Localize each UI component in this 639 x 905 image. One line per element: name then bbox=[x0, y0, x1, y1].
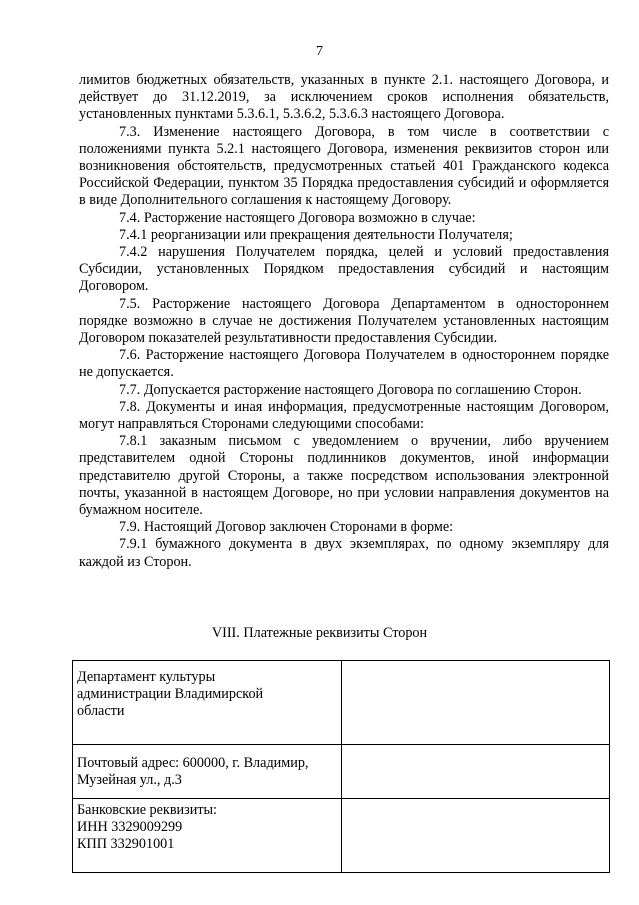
empty-cell bbox=[341, 745, 610, 799]
paragraph-7-9-1: 7.9.1 бумажного документа в двух экземплярах, по одному экземпляру для каждой из Сторон. bbox=[79, 536, 609, 570]
department-line: области bbox=[77, 703, 125, 720]
requisites-table bbox=[72, 660, 610, 873]
paragraph-7-6: 7.6. Расторжение настоящего Договора Получателем в одностороннем порядке не допускается. bbox=[79, 347, 609, 381]
paragraph-7-4-1: 7.4.1 реорганизации или прекращения деятельности Получателя; bbox=[119, 226, 513, 243]
paragraph: лимитов бюджетных обязательств, указанных в пункте 2.1. настоящего Договора, и действует до 31.12.2019, за исключением сроков исполнения обязательств, установленных пунктами 5.3.6.1, 5.3.6.2, 5.3.6.3 настоящего Договора. bbox=[79, 72, 609, 123]
department-cell bbox=[73, 661, 342, 745]
contract-text bbox=[79, 72, 609, 571]
paragraph-7-3: 7.3. Изменение настоящего Договора, в том числе в соответствии с положениями пункта 5.2.1 настоящего Договора, изменения реквизитов сторон или возникновения обстоятельств, предусмотренных статьей 401 Гражданского кодекса Российской Федерации, пунктом 35 Порядка предоставления субсидий и оформляется в виде Дополнительного соглашения к настоящему Договору. bbox=[79, 123, 609, 209]
department-line: Департамент культуры bbox=[77, 669, 216, 685]
paragraph-7-5: 7.5. Расторжение настоящего Договора Департаментом в одностороннем порядке возможно в случае не достижения Получателем установленных настоящим Договором показателей результативности предоставления Субсидии. bbox=[79, 295, 609, 347]
paragraph-7-7: 7.7. Допускается расторжение настоящего Договора по соглашению Сторон. bbox=[119, 381, 582, 398]
section-title: VIII. Платежные реквизиты Сторон bbox=[211, 625, 428, 641]
paragraph-7-9: 7.9. Настоящий Договор заключен Сторонами в форме: bbox=[119, 519, 454, 536]
inn-line: ИНН 3329009299 bbox=[77, 819, 183, 836]
postal-address-line: Музейная ул., д.3 bbox=[77, 772, 182, 789]
empty-cell bbox=[341, 799, 610, 873]
table-row bbox=[73, 745, 610, 799]
paragraph-7-4-2: 7.4.2 нарушения Получателем порядка, целей и условий предоставления Субсидии, установленных Порядком предоставления субсидий и настоящим Договором. bbox=[79, 244, 609, 295]
paragraph-7-8: 7.8. Документы и иная информация, предусмотренные настоящим Договором, могут направляться Сторонами следующими способами: bbox=[79, 398, 609, 433]
bank-details-line: Банковские реквизиты: bbox=[77, 802, 217, 818]
page-number: 7 bbox=[316, 44, 323, 59]
kpp-line: КПП 332901001 bbox=[77, 836, 175, 853]
empty-cell bbox=[341, 661, 610, 745]
postal-address-cell bbox=[73, 745, 342, 799]
postal-address-line: Почтовый адрес: 600000, г. Владимир, bbox=[77, 755, 309, 771]
bank-details-cell bbox=[73, 799, 342, 873]
paragraph-7-4: 7.4. Расторжение настоящего Договора возможно в случае: bbox=[119, 209, 476, 226]
department-line: администрации Владимирской bbox=[77, 686, 264, 703]
table-row bbox=[73, 661, 610, 745]
table-row bbox=[73, 799, 610, 873]
paragraph-7-8-1: 7.8.1 заказным письмом с уведомлением о вручении, либо вручением представителем одной Стороны подлинников документов, иной информации представителю другой Стороны, а также посредством использования электронной почты, указанной в настоящем Договоре, но при условии направления документов на бумажном носителе. bbox=[79, 433, 609, 519]
